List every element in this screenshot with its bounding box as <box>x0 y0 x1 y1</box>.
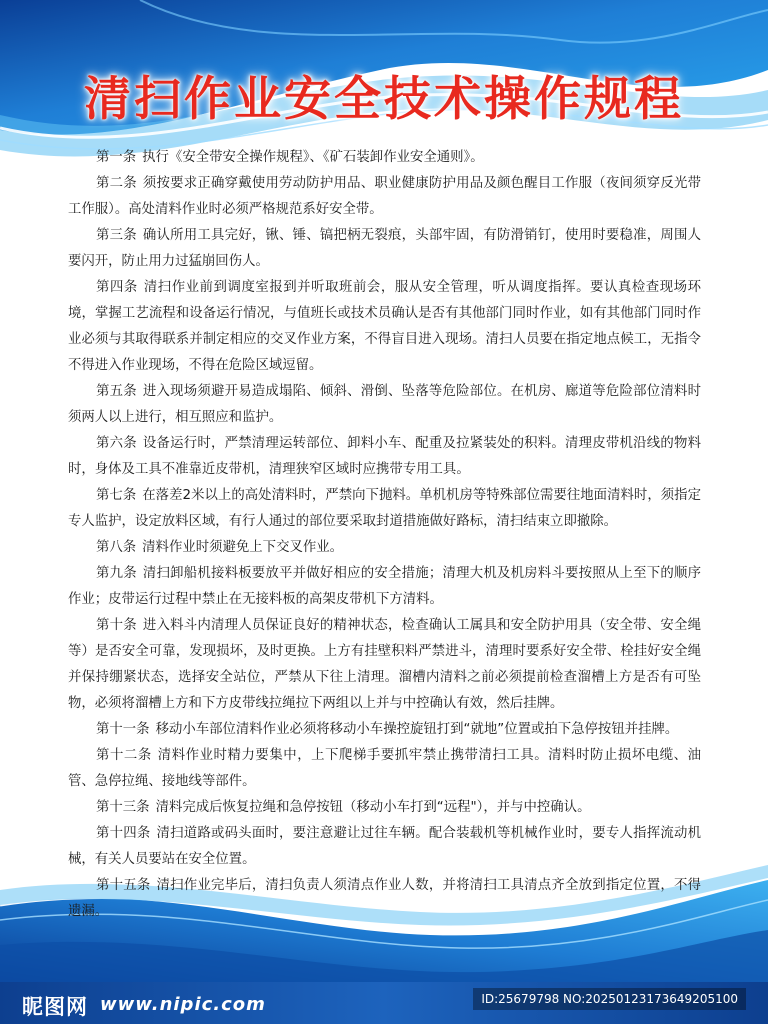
article-number: 第三条 <box>96 228 137 243</box>
article-text: 设备运行时，严禁清理运转部位、卸料小车、配重及拉紧装处的积料。清理皮带机沿线的物料时，身体及工具不准靠近皮带机，清理狭窄区域时应携带专用工具。 <box>68 436 701 477</box>
article-item <box>68 171 701 223</box>
article-item <box>68 275 701 379</box>
article-list <box>68 145 701 925</box>
article-item <box>68 431 701 483</box>
article-text: 清扫道路或码头面时，要注意避让过往车辆。配合装载机等机械作业时，要专人指挥流动机械，有关人员要站在安全位置。 <box>68 826 702 867</box>
article-item <box>68 535 701 561</box>
article-text: 执行《安全带安全操作规程》、《矿石装卸作业安全通则》。 <box>142 150 484 165</box>
watermark-logo-url: www.nipic.com <box>100 994 266 1015</box>
article-text: 移动小车部位清料作业必须将移动小车操控旋钮打到“就地”位置或拍下急停按钮并挂牌。 <box>155 722 679 737</box>
page-title: 清扫作业安全技术操作规程 <box>84 72 684 127</box>
article-item <box>68 379 701 431</box>
article-item <box>68 743 701 795</box>
article-item <box>68 223 701 275</box>
article-item <box>68 483 701 535</box>
article-text: 须按要求正确穿戴使用劳动防护用品、职业健康防护用品及颜色醒目工作服（夜间须穿反光带工作服）。高处清料作业时必须严格规范系好安全带。 <box>68 176 701 217</box>
watermark-id: ID:25679798 NO:20250123173649205100 <box>473 988 746 1010</box>
article-item <box>68 873 701 925</box>
article-text: 清料完成后恢复拉绳和急停按钮（移动小车打到“远程"），并与中控确认。 <box>155 800 591 815</box>
article-item <box>68 795 701 821</box>
article-item <box>68 821 701 873</box>
article-text: 清扫作业前到调度室报到并听取班前会，服从安全管理，听从调度指挥。要认真检查现场环境，掌握工艺流程和设备运行情况，与值班长或技术员确认是否有其他部门同时作业，如有其他部门同时作业必须与其取得联系并制定相应的交叉作业方案，不得盲目进入现场。清扫人员要在指定地点候工，无指令不得进入作业现场，不得在危险区域逗留。 <box>68 280 702 373</box>
article-number: 第十三条 <box>96 800 150 815</box>
article-number: 第十条 <box>96 618 137 633</box>
article-number: 第六条 <box>96 436 137 451</box>
article-number: 第八条 <box>96 540 137 555</box>
article-number: 第一条 <box>96 150 137 165</box>
article-text: 清扫作业完毕后，清扫负责人须清点作业人数，并将清扫工具清点齐全放到指定位置，不得遗漏。 <box>68 878 702 919</box>
article-text: 清料作业时精力要集中，上下爬梯手要抓牢禁止携带清扫工具。清料时防止损坏电缆、油管、急停拉绳、接地线等部件。 <box>68 748 702 789</box>
article-number: 第二条 <box>96 176 137 191</box>
article-text: 清料作业时须避免上下交叉作业。 <box>142 540 344 555</box>
article-number: 第五条 <box>96 384 137 399</box>
article-item <box>68 613 701 717</box>
article-number: 第十四条 <box>96 826 151 841</box>
watermark-logo-name: 昵图网 <box>22 995 88 1019</box>
article-text: 进入现场须避开易造成塌陷、倾斜、滑倒、坠落等危险部位。在机房、廊道等危险部位清料时须两人以上进行，相互照应和监护。 <box>68 384 701 425</box>
article-item <box>68 145 701 171</box>
article-number: 第十二条 <box>96 748 152 763</box>
article-number: 第四条 <box>96 280 138 295</box>
article-text: 确认所用工具完好，锹、锤、镐把柄无裂痕，头部牢固，有防滑销钉，使用时要稳准，周围人要闪开，防止用力过猛崩回伤人。 <box>68 228 701 269</box>
article-number: 第十五条 <box>96 878 151 893</box>
article-number: 第九条 <box>96 566 137 581</box>
article-text: 清扫卸船机接料板要放平并做好相应的安全措施；清理大机及机房料斗要按照从上至下的顺序作业；皮带运行过程中禁止在无接料板的高架皮带机下方清料。 <box>68 566 701 607</box>
article-text: 进入料斗内清理人员保证良好的精神状态，检查确认工属具和安全防护用具（安全带、安全绳等）是否安全可靠，发现损坏，及时更换。上方有挂壁积料严禁进斗，清理时要系好安全带、栓挂好安全绳并保持绷紧状态，选择安全站位，严禁从下往上清理。溜槽内清料之前必须提前检查溜槽上方是否有可坠物，必须将溜槽上方和下方皮带线拉绳拉下两组以上并与中控确认有效，然后挂牌。 <box>68 618 701 711</box>
article-text: 在落差2米以上的高处清料时，严禁向下抛料。单机机房等特殊部位需要往地面清料时，须指定专人监护，设定放料区域，有行人通过的部位要采取封道措施做好路标，清扫结束立即撤除。 <box>68 488 701 529</box>
article-item <box>68 717 701 743</box>
article-number: 第七条 <box>96 488 137 503</box>
article-number: 第十一条 <box>96 722 150 737</box>
article-item <box>68 561 701 613</box>
